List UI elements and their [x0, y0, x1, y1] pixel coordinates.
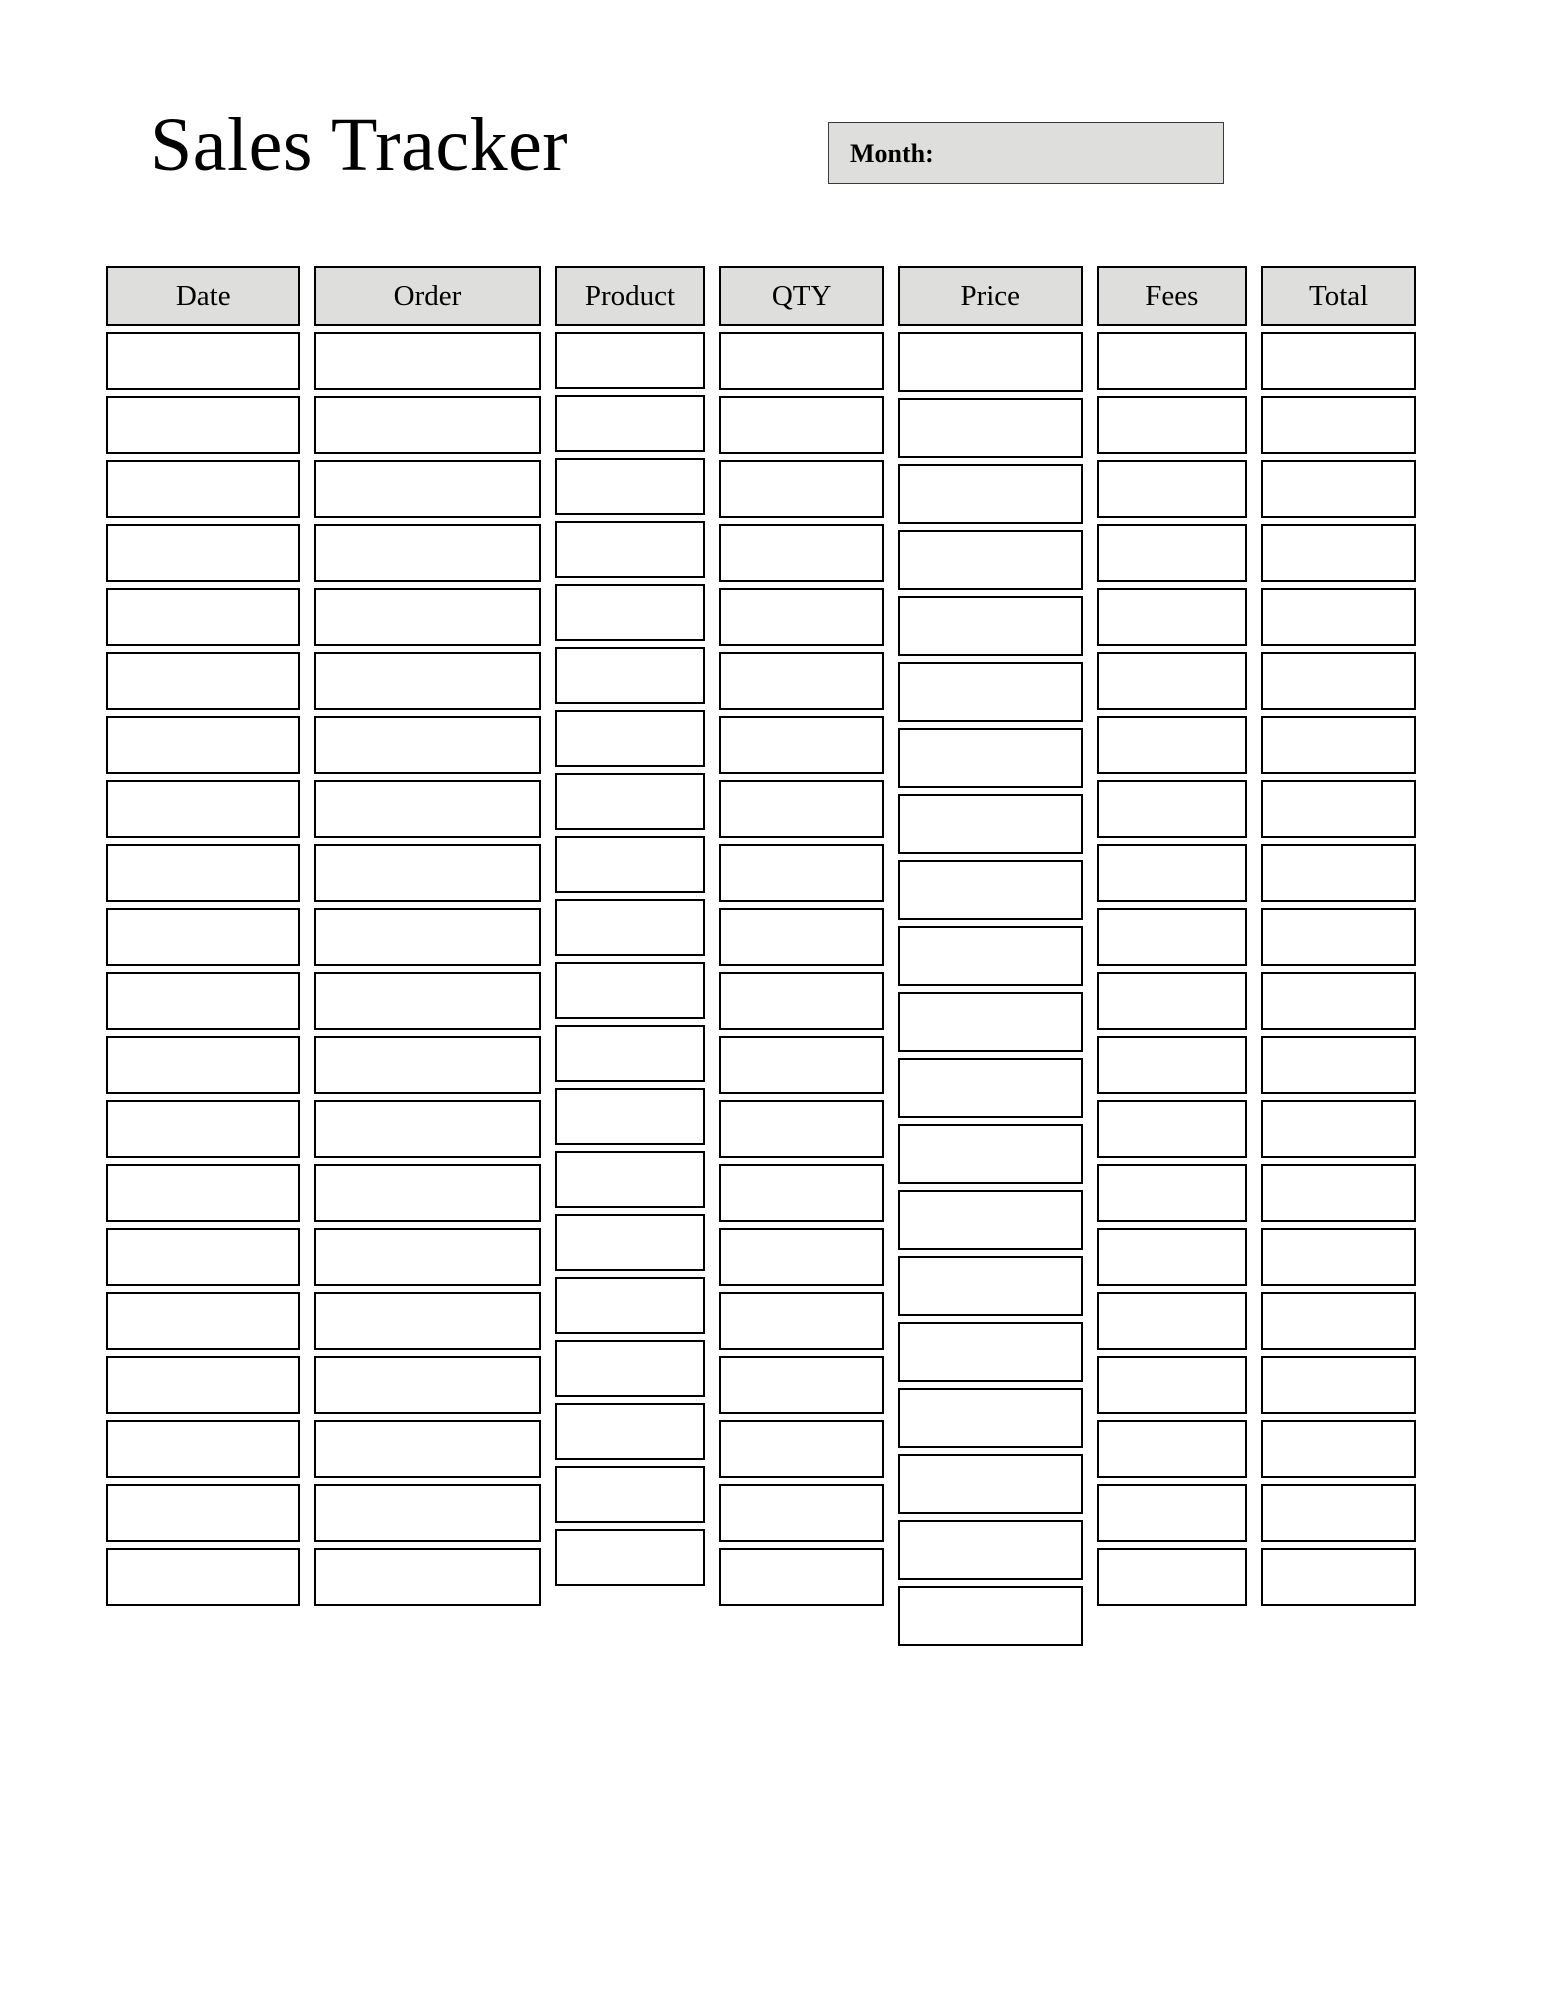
page-header	[105, 105, 1445, 200]
column-header-price: Price	[898, 266, 1083, 326]
table-cell[interactable]	[106, 1036, 300, 1094]
table-cell[interactable]	[1261, 972, 1416, 1030]
table-cell[interactable]	[1097, 652, 1248, 710]
table-cell[interactable]	[1097, 1100, 1248, 1158]
table-cell[interactable]	[1261, 460, 1416, 518]
table-cell[interactable]	[1261, 844, 1416, 902]
table-cell[interactable]	[106, 1228, 300, 1286]
table-cell[interactable]	[106, 1164, 300, 1222]
table-cell[interactable]	[719, 908, 884, 966]
page-title: Sales Tracker	[150, 103, 569, 187]
table-cell[interactable]	[1097, 1548, 1248, 1606]
table-cell[interactable]	[1261, 1548, 1416, 1606]
table-column-order	[314, 266, 540, 1606]
table-cell[interactable]	[314, 972, 540, 1030]
table-cell[interactable]	[719, 1100, 884, 1158]
table-cell[interactable]	[898, 1058, 1083, 1118]
table-cell[interactable]	[555, 395, 706, 452]
table-cell[interactable]	[719, 716, 884, 774]
table-cell[interactable]	[1097, 524, 1248, 582]
table-cell[interactable]	[1097, 396, 1248, 454]
column-header-product: Product	[555, 266, 706, 326]
table-cell[interactable]	[106, 716, 300, 774]
table-cell[interactable]	[314, 460, 540, 518]
table-cell[interactable]	[719, 972, 884, 1030]
table-cell[interactable]	[106, 780, 300, 838]
table-cell[interactable]	[898, 662, 1083, 722]
table-cell[interactable]	[106, 1484, 300, 1542]
column-header-date: Date	[106, 266, 300, 326]
table-cell[interactable]	[1261, 652, 1416, 710]
table-cell[interactable]	[719, 1036, 884, 1094]
table-cell[interactable]	[898, 1454, 1083, 1514]
table-cell[interactable]	[106, 524, 300, 582]
column-header-fees: Fees	[1097, 266, 1248, 326]
table-cell[interactable]	[898, 794, 1083, 854]
table-cell[interactable]	[719, 1292, 884, 1350]
month-field-label: Month:	[850, 139, 934, 168]
table-cell[interactable]	[555, 458, 706, 515]
table-column-date	[106, 266, 300, 1606]
table-cell[interactable]	[1261, 396, 1416, 454]
table-cell[interactable]	[314, 1356, 540, 1414]
table-cell[interactable]	[719, 332, 884, 390]
table-cell[interactable]	[106, 1100, 300, 1158]
table-cell[interactable]	[719, 588, 884, 646]
table-cell[interactable]	[1261, 1292, 1416, 1350]
table-cell[interactable]	[719, 460, 884, 518]
table-cell[interactable]	[555, 521, 706, 578]
table-column-total	[1261, 266, 1416, 1606]
table-cell[interactable]	[1261, 780, 1416, 838]
table-cell[interactable]	[719, 396, 884, 454]
table-cell[interactable]	[106, 460, 300, 518]
table-cell[interactable]	[1261, 1228, 1416, 1286]
sales-table	[106, 266, 1416, 1646]
table-cell[interactable]	[314, 780, 540, 838]
table-cell[interactable]	[898, 398, 1083, 458]
table-cell[interactable]	[719, 1228, 884, 1286]
column-header-total: Total	[1261, 266, 1416, 326]
table-cell[interactable]	[719, 1164, 884, 1222]
table-cell[interactable]	[898, 530, 1083, 590]
table-cell[interactable]	[555, 962, 706, 1019]
table-cell[interactable]	[1261, 1420, 1416, 1478]
table-cell[interactable]	[898, 464, 1083, 524]
table-cell[interactable]	[898, 596, 1083, 656]
table-cell[interactable]	[1097, 1356, 1248, 1414]
table-cell[interactable]	[1097, 780, 1248, 838]
table-column-qty	[719, 266, 884, 1606]
table-cell[interactable]	[314, 1420, 540, 1478]
table-cell[interactable]	[1097, 1036, 1248, 1094]
table-column-fees	[1097, 266, 1248, 1606]
table-cell[interactable]	[898, 926, 1083, 986]
table-cell[interactable]	[719, 524, 884, 582]
table-cell[interactable]	[106, 908, 300, 966]
table-cell[interactable]	[314, 396, 540, 454]
table-cell[interactable]	[1097, 332, 1248, 390]
column-header-order: Order	[314, 266, 540, 326]
table-cell[interactable]	[555, 1340, 706, 1397]
table-cell[interactable]	[1097, 844, 1248, 902]
table-cell[interactable]	[555, 836, 706, 893]
table-cell[interactable]	[555, 647, 706, 704]
table-cell[interactable]	[314, 1484, 540, 1542]
table-cell[interactable]	[555, 1403, 706, 1460]
table-cell[interactable]	[898, 1586, 1083, 1646]
table-cell[interactable]	[1097, 588, 1248, 646]
table-cell[interactable]	[106, 972, 300, 1030]
table-cell[interactable]	[1097, 1228, 1248, 1286]
table-cell[interactable]	[1261, 524, 1416, 582]
table-cell[interactable]	[898, 1190, 1083, 1250]
table-cell[interactable]	[106, 1420, 300, 1478]
table-cell[interactable]	[314, 1548, 540, 1606]
table-cell[interactable]	[1097, 460, 1248, 518]
table-cell[interactable]	[1261, 332, 1416, 390]
table-cell[interactable]	[1097, 716, 1248, 774]
table-cell[interactable]	[555, 1529, 706, 1586]
table-cell[interactable]	[555, 1088, 706, 1145]
table-cell[interactable]	[719, 1548, 884, 1606]
table-cell[interactable]	[1097, 972, 1248, 1030]
table-cell[interactable]	[719, 780, 884, 838]
table-cell[interactable]	[314, 844, 540, 902]
table-cell[interactable]	[106, 396, 300, 454]
table-cell[interactable]	[106, 588, 300, 646]
table-cell[interactable]	[314, 332, 540, 390]
table-cell[interactable]	[898, 1388, 1083, 1448]
table-cell[interactable]	[1261, 1164, 1416, 1222]
table-cell[interactable]	[1261, 716, 1416, 774]
table-cell[interactable]	[106, 1548, 300, 1606]
table-cell[interactable]	[314, 1292, 540, 1350]
table-cell[interactable]	[314, 1164, 540, 1222]
table-cell[interactable]	[555, 899, 706, 956]
table-cell[interactable]	[1097, 1292, 1248, 1350]
table-cell[interactable]	[555, 332, 706, 389]
table-column-product	[555, 266, 706, 1586]
table-cell[interactable]	[314, 1228, 540, 1286]
table-cell[interactable]	[719, 652, 884, 710]
table-cell[interactable]	[1097, 1420, 1248, 1478]
table-cell[interactable]	[1261, 1356, 1416, 1414]
table-cell[interactable]	[1097, 1484, 1248, 1542]
table-cell[interactable]	[555, 773, 706, 830]
table-cell[interactable]	[1097, 908, 1248, 966]
table-cell[interactable]	[314, 588, 540, 646]
table-cell[interactable]	[555, 1151, 706, 1208]
table-cell[interactable]	[1261, 1100, 1416, 1158]
table-cell[interactable]	[1261, 1484, 1416, 1542]
table-cell[interactable]	[898, 992, 1083, 1052]
table-cell[interactable]	[106, 844, 300, 902]
table-cell[interactable]	[719, 844, 884, 902]
table-cell[interactable]	[898, 728, 1083, 788]
column-header-qty: QTY	[719, 266, 884, 326]
table-cell[interactable]	[719, 1420, 884, 1478]
table-cell[interactable]	[106, 332, 300, 390]
table-cell[interactable]	[555, 1466, 706, 1523]
table-cell[interactable]	[555, 584, 706, 641]
month-field[interactable]	[828, 122, 1224, 184]
table-cell[interactable]	[898, 1124, 1083, 1184]
table-cell[interactable]	[1261, 1036, 1416, 1094]
table-cell[interactable]	[555, 1025, 706, 1082]
table-cell[interactable]	[106, 1356, 300, 1414]
table-cell[interactable]	[898, 1256, 1083, 1316]
table-cell[interactable]	[898, 1520, 1083, 1580]
table-cell[interactable]	[314, 1100, 540, 1158]
table-cell[interactable]	[555, 1277, 706, 1334]
table-cell[interactable]	[314, 1036, 540, 1094]
table-cell[interactable]	[314, 652, 540, 710]
table-cell[interactable]	[314, 524, 540, 582]
table-cell[interactable]	[898, 860, 1083, 920]
table-cell[interactable]	[555, 710, 706, 767]
table-cell[interactable]	[1261, 588, 1416, 646]
table-cell[interactable]	[1097, 1164, 1248, 1222]
table-cell[interactable]	[898, 332, 1083, 392]
table-cell[interactable]	[106, 1292, 300, 1350]
table-cell[interactable]	[314, 716, 540, 774]
table-column-price	[898, 266, 1083, 1646]
table-cell[interactable]	[314, 908, 540, 966]
table-cell[interactable]	[719, 1356, 884, 1414]
table-cell[interactable]	[106, 652, 300, 710]
table-cell[interactable]	[1261, 908, 1416, 966]
table-cell[interactable]	[719, 1484, 884, 1542]
table-cell[interactable]	[898, 1322, 1083, 1382]
table-cell[interactable]	[555, 1214, 706, 1271]
